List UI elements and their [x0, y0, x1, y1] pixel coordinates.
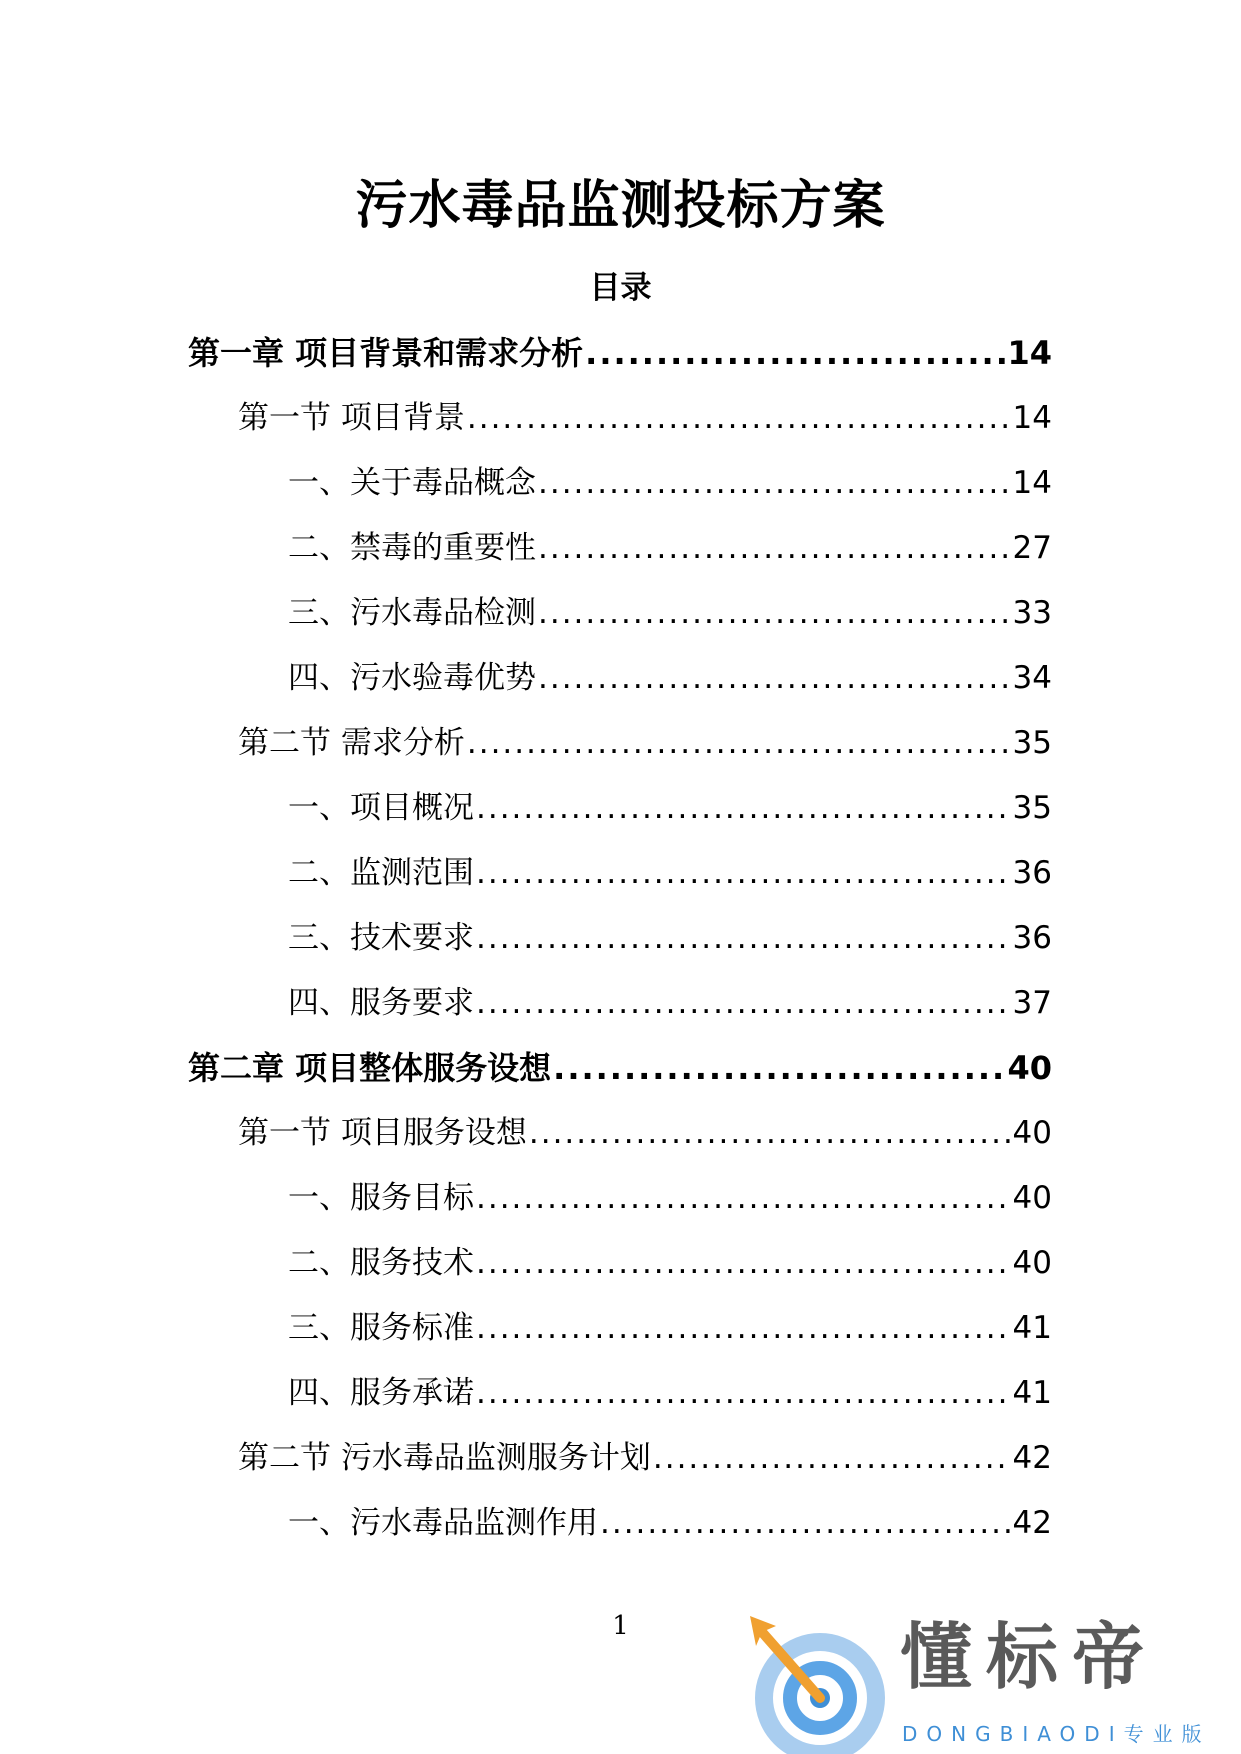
toc-entry-label: 四、服务承诺 — [288, 1375, 474, 1411]
toc-heading: 目录 — [589, 270, 652, 306]
toc-entry-page: 35 — [1012, 790, 1052, 826]
toc-entry[interactable] — [0, 528, 1241, 593]
toc-dot-leader — [467, 398, 1011, 438]
toc-entry-label: 一、关于毒品概念 — [288, 465, 536, 501]
toc-entry-label: 一、服务目标 — [288, 1180, 474, 1216]
toc-entry[interactable] — [0, 1243, 1241, 1308]
toc-entry-page: 14 — [1012, 400, 1052, 436]
toc-entry-page: 40 — [1012, 1245, 1052, 1281]
toc-dot-leader — [538, 528, 1011, 568]
toc-entry-page: 33 — [1012, 595, 1052, 631]
toc-entry-label: 第一节 项目背景 — [238, 400, 465, 436]
toc-dot-leader — [476, 853, 1011, 893]
toc-dot-leader — [585, 333, 1005, 373]
watermark-brand: 懂标帝 — [900, 1615, 1159, 1699]
toc-entry[interactable] — [0, 398, 1241, 463]
toc-entry-label: 二、监测范围 — [288, 855, 474, 891]
toc-dot-leader — [538, 593, 1011, 633]
toc-entry-label: 一、项目概况 — [288, 790, 474, 826]
toc-entry[interactable] — [0, 1113, 1241, 1178]
toc-entry[interactable] — [0, 333, 1241, 398]
toc-entry[interactable] — [0, 463, 1241, 528]
watermark-subtitle: DONGBIAODI专业版 — [902, 1722, 1211, 1746]
toc-entry-label: 一、污水毒品监测作用 — [288, 1505, 598, 1541]
toc-entry[interactable] — [0, 983, 1241, 1048]
toc-entry-label: 四、污水验毒优势 — [288, 660, 536, 696]
toc-entry-label: 第一章 项目背景和需求分析 — [188, 334, 584, 372]
toc-dot-leader — [476, 918, 1011, 958]
toc-dot-leader — [600, 1503, 1011, 1543]
table-of-contents — [0, 333, 1241, 1568]
toc-entry[interactable] — [0, 1308, 1241, 1373]
toc-dot-leader — [476, 1308, 1011, 1348]
toc-dot-leader — [467, 723, 1011, 763]
toc-entry-label: 三、污水毒品检测 — [288, 595, 536, 631]
toc-entry-page: 36 — [1012, 920, 1052, 956]
target-arrow-icon — [740, 1610, 890, 1754]
toc-entry-page: 36 — [1012, 855, 1052, 891]
toc-entry-page: 40 — [1007, 1049, 1052, 1087]
toc-entry-label: 四、服务要求 — [288, 985, 474, 1021]
toc-entry-page: 37 — [1012, 985, 1052, 1021]
toc-dot-leader — [538, 658, 1011, 698]
toc-entry[interactable] — [0, 1438, 1241, 1503]
toc-entry-page: 14 — [1007, 334, 1052, 372]
watermark — [740, 1610, 1241, 1754]
toc-entry[interactable] — [0, 723, 1241, 788]
toc-entry-page: 14 — [1012, 465, 1052, 501]
toc-entry-label: 二、禁毒的重要性 — [288, 530, 536, 566]
toc-entry[interactable] — [0, 1178, 1241, 1243]
toc-entry-page: 34 — [1012, 660, 1052, 696]
toc-entry-label: 三、技术要求 — [288, 920, 474, 956]
toc-entry-page: 41 — [1012, 1310, 1052, 1346]
toc-entry-page: 42 — [1012, 1505, 1052, 1541]
toc-entry[interactable] — [0, 1373, 1241, 1438]
toc-entry-page: 40 — [1012, 1180, 1052, 1216]
document-title: 污水毒品监测投标方案 — [355, 176, 886, 236]
toc-entry[interactable] — [0, 1048, 1241, 1113]
toc-entry[interactable] — [0, 658, 1241, 723]
toc-entry-label: 第二章 项目整体服务设想 — [188, 1049, 552, 1087]
toc-entry-label: 三、服务标准 — [288, 1310, 474, 1346]
toc-entry-label: 二、服务技术 — [288, 1245, 474, 1281]
toc-entry[interactable] — [0, 1503, 1241, 1568]
toc-entry[interactable] — [0, 853, 1241, 918]
toc-entry-page: 35 — [1012, 725, 1052, 761]
toc-entry-page: 41 — [1012, 1375, 1052, 1411]
toc-entry-label: 第一节 项目服务设想 — [238, 1115, 527, 1151]
toc-dot-leader — [553, 1048, 1005, 1088]
toc-entry-page: 40 — [1012, 1115, 1052, 1151]
toc-dot-leader — [529, 1113, 1011, 1153]
toc-entry[interactable] — [0, 918, 1241, 983]
toc-dot-leader — [653, 1438, 1011, 1478]
toc-entry-label: 第二节 需求分析 — [238, 725, 465, 761]
toc-dot-leader — [476, 983, 1011, 1023]
toc-dot-leader — [476, 1178, 1011, 1218]
toc-dot-leader — [476, 1373, 1011, 1413]
toc-entry-page: 42 — [1012, 1440, 1052, 1476]
toc-dot-leader — [476, 788, 1011, 828]
toc-entry-page: 27 — [1012, 530, 1052, 566]
toc-dot-leader — [476, 1243, 1011, 1283]
toc-entry-label: 第二节 污水毒品监测服务计划 — [238, 1440, 651, 1476]
toc-entry[interactable] — [0, 593, 1241, 658]
toc-dot-leader — [538, 463, 1011, 503]
page-number: 1 — [612, 1611, 629, 1641]
toc-entry[interactable] — [0, 788, 1241, 853]
